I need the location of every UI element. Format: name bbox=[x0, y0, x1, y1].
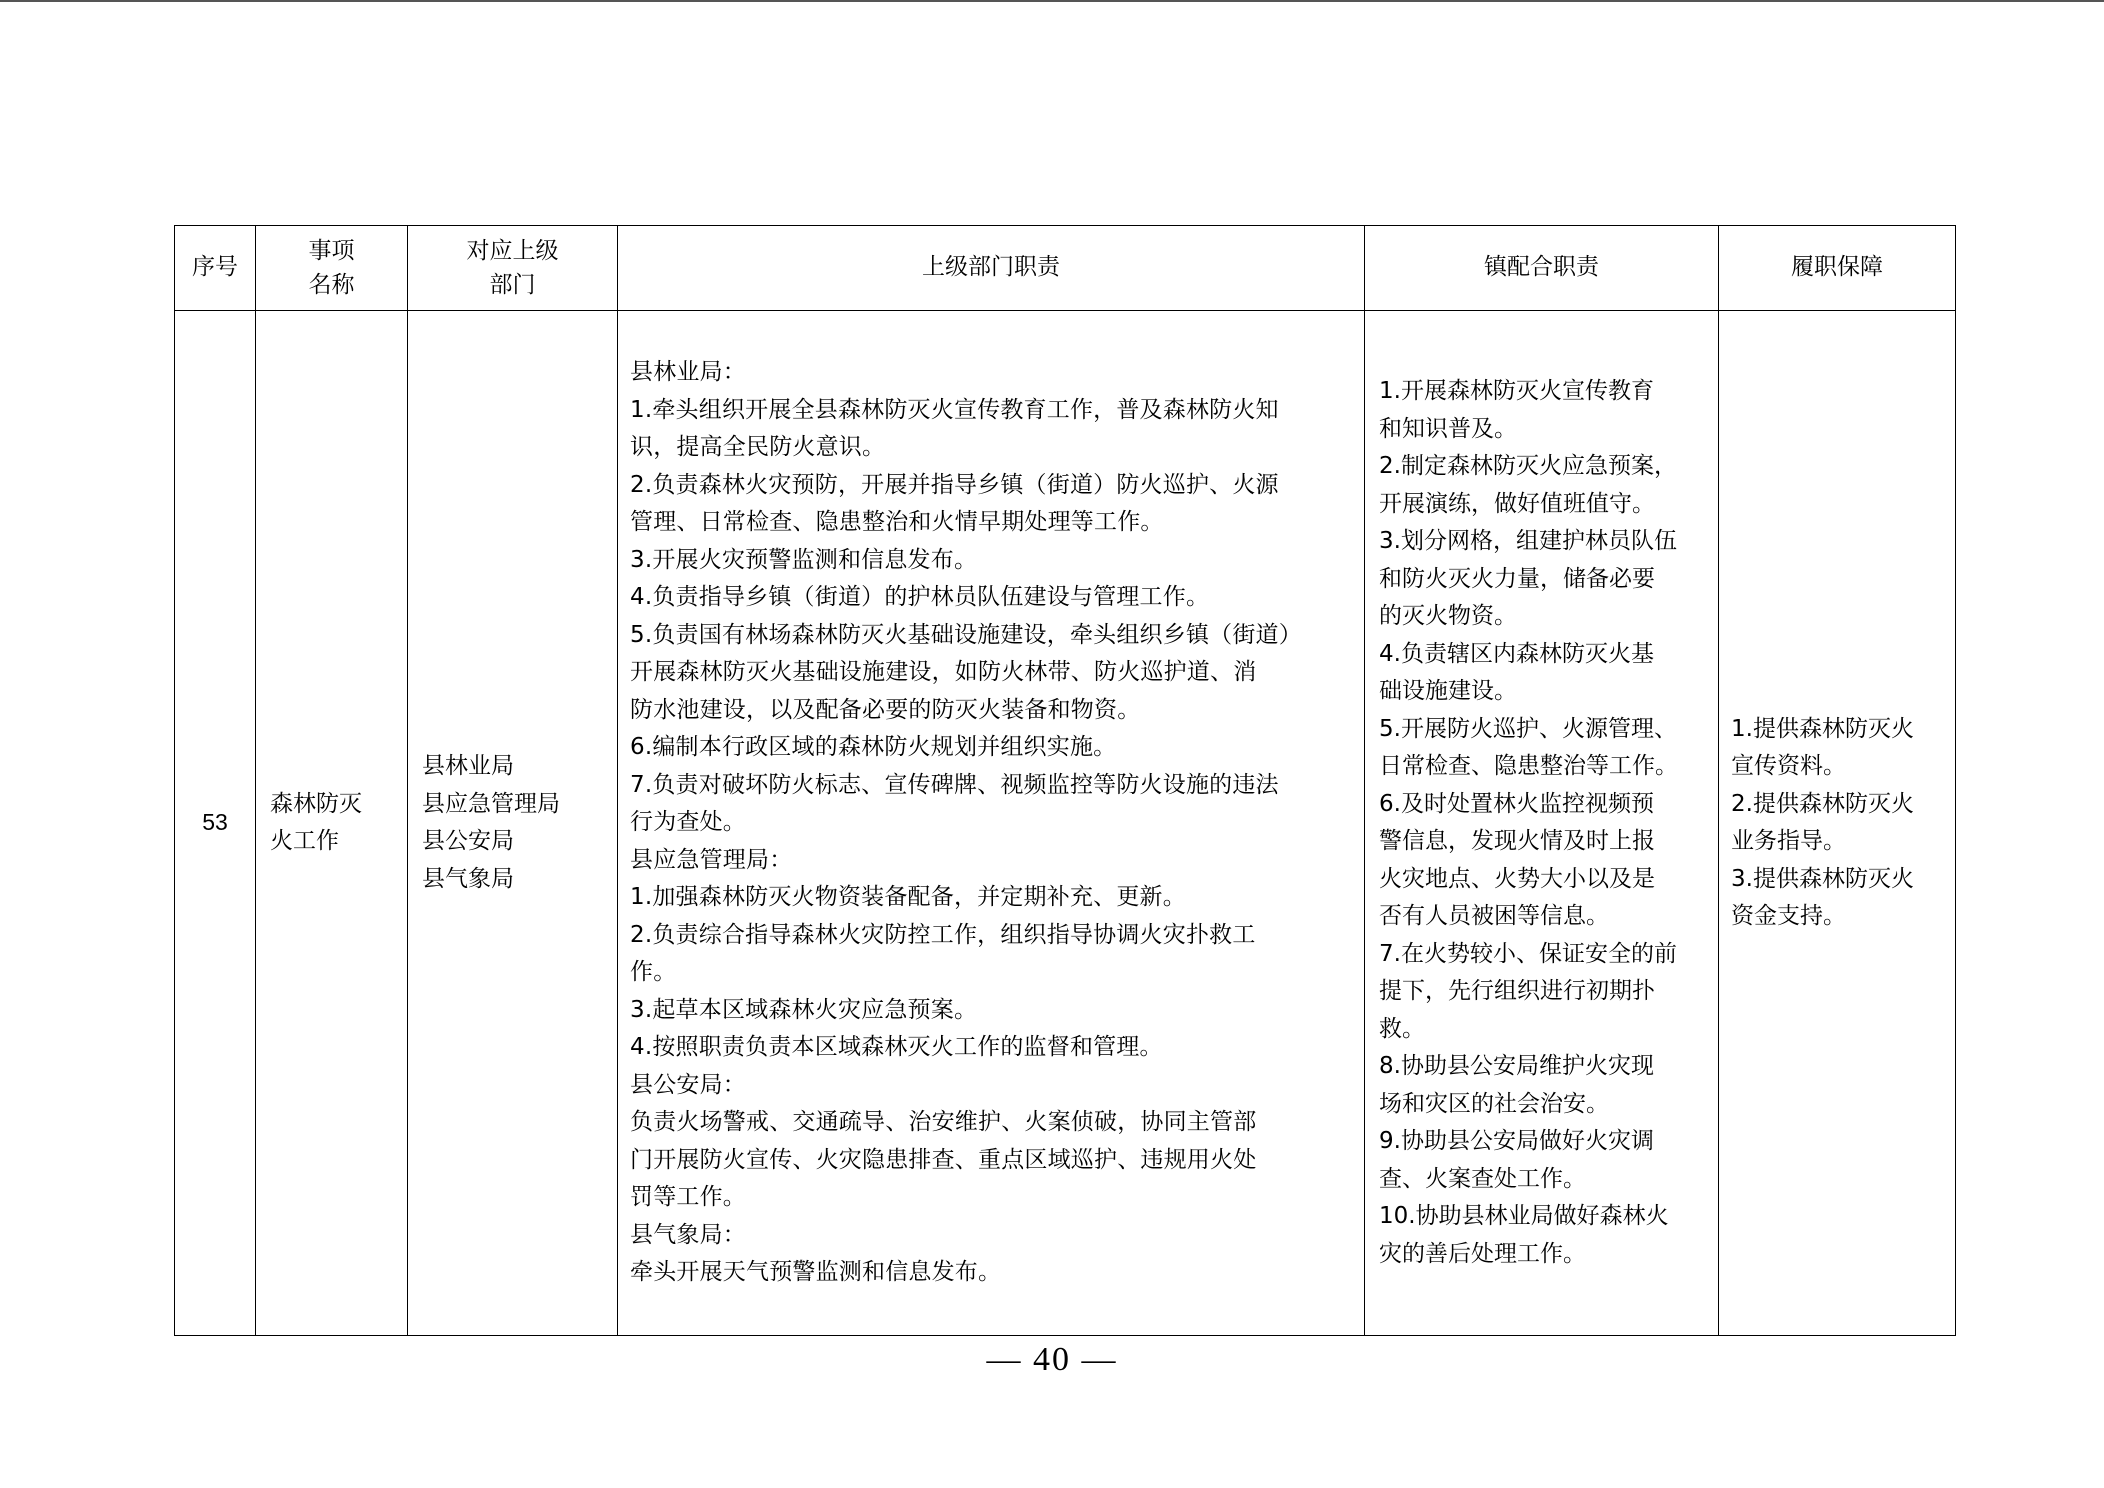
header-town-duties: 镇配合职责 bbox=[1365, 226, 1719, 311]
top-border-line bbox=[0, 0, 2104, 2]
dept-police: 县公安局 bbox=[422, 828, 514, 854]
dept-meteorology: 县气象局 bbox=[422, 865, 514, 892]
header-item-name: 事项 名称 bbox=[256, 226, 408, 311]
header-guarantee: 履职保障 bbox=[1719, 226, 1956, 311]
cell-upper-duties: 县林业局： 1.牵头组织开展全县森林防灭火宣传教育工作，普及森林防火知 识，提高全民防火意识。 2.负责森林火灾预防，开展并指导乡镇（街道）防火巡护、火源 管理、日常检查、隐患整治和火情早期处理等工作。 3.开展火灾预警监测和信息发布。 4.负责指导乡镇（街道）的护林员队伍建设与管理工作。 5.负责国有林场森林防灭火基础设施建设，牵头组织乡镇（街道） 开展森林防灭火基础设施建设，如防火林带、防火巡护道、消 防水池建设，以及配备必要的防灭火装备和物资。 6.编制本行政区域的森林防火规划并组织实施。 7.负责对破坏防火标志、宣传碑牌、视频监控等防火设施的违法 行为查处。 县应急管理局： 1.加强森林防灭火物资装备配备，并定期补充、更新。 2.负责综合指导森林火灾防控工作，组织指导协调火灾扑救工 作。 3.起草本区域森林火灾应急预案。 4.按照职责负责本区域森林灭火工作的监督和管理。 县公安局： 负责火场警戒、交通疏导、治安维护、火案侦破，协同主管部 门开展防火宣传、火灾隐患排查、重点区域巡护、违规用火处 罚等工作。 县气象局： 牵头开展天气预警监测和信息发布。 bbox=[618, 311, 1365, 1336]
dept-emergency: 县应急管理局 bbox=[422, 790, 560, 817]
table-header-row bbox=[175, 226, 1956, 311]
dept-forestry: 县林业局 bbox=[422, 753, 514, 779]
cell-upper-depts bbox=[408, 311, 618, 1336]
page-number: — 40 — bbox=[986, 1341, 1118, 1378]
table-row bbox=[175, 311, 1956, 1336]
duty-table bbox=[174, 225, 1956, 1336]
cell-guarantee: 1.提供森林防灭火 宣传资料。 2.提供森林防灭火 业务指导。 3.提供森林防灭火 资金支持。 bbox=[1719, 311, 1956, 1336]
header-upper-duties: 上级部门职责 bbox=[618, 226, 1365, 311]
cell-town-duties: 1.开展森林防灭火宣传教育 和知识普及。 2.制定森林防灭火应急预案， 开展演练，做好值班值守。 3.划分网格，组建护林员队伍 和防火灭火力量，储备必要 的灭火物资。 4.负责辖区内森林防灭火基 础设施建设。 5.开展防火巡护、火源管理、 日常检查、隐患整治等工作。 6.及时处置林火监控视频预 警信息，发现火情及时上报 火灾地点、火势大小以及是 否有人员被困等信息。 7.在火势较小、保证安全的前 提下，先行组织进行初期扑 救。 8.协助县公安局维护火灾现 场和灾区的社会治安。 9.协助县公安局做好火灾调 查、火案查处工作。 10.协助县林业局做好森林火 灾的善后处理工作。 bbox=[1365, 311, 1719, 1336]
header-seq: 序号 bbox=[175, 226, 256, 311]
header-upper-dept: 对应上级 部门 bbox=[408, 226, 618, 311]
cell-item-name: 森林防灭 火工作 bbox=[256, 311, 408, 1336]
cell-seq: 53 bbox=[175, 311, 256, 1336]
